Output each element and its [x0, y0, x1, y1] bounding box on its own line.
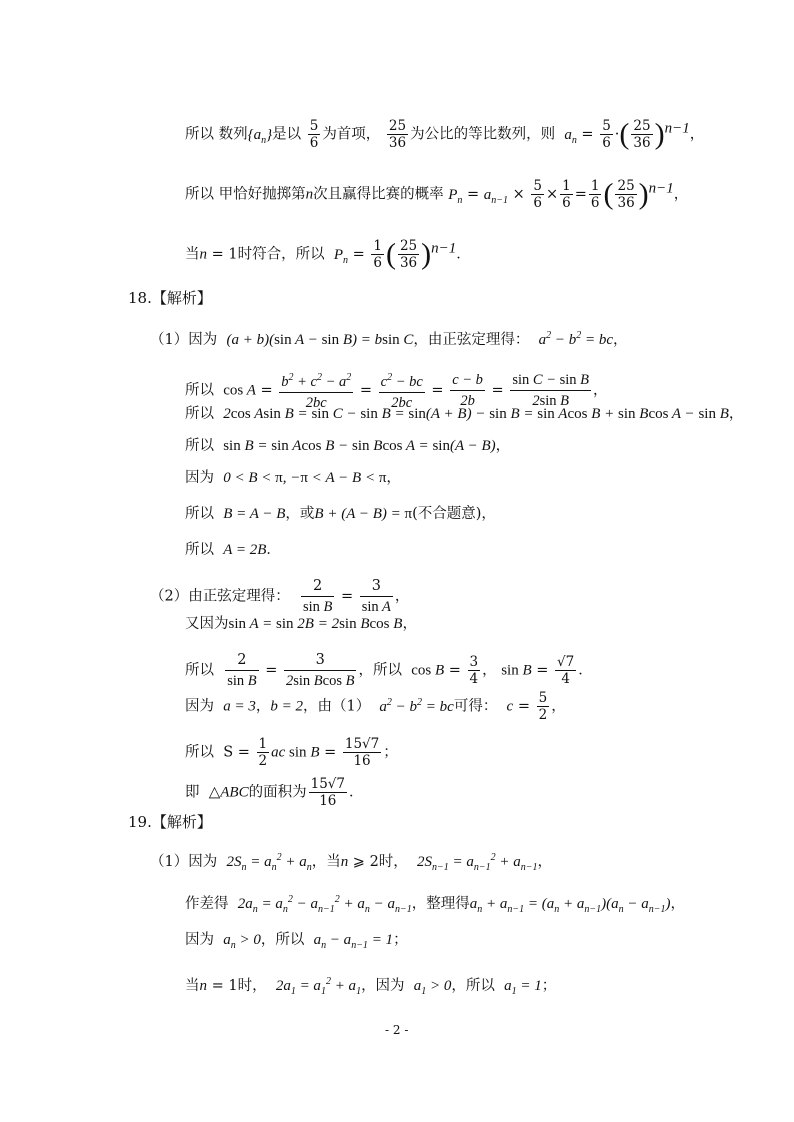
text-p19-1: （1）因为: [150, 854, 218, 870]
text-so: 所以: [185, 406, 214, 422]
line-18-B: 所以 B = A − B，或B + (A − B) = π(不合题意)，: [185, 506, 496, 522]
line-18-cosB: 所以 $\frac{2}{\text{sin B}}$ = $\frac{3}{\text{2sin Bcos B}}$ ，所以 cos B = $\frac{3}{4}$ ， sin B = $\frac{√7}{4}$ ．: [185, 652, 593, 689]
text-so: 所以: [185, 506, 214, 522]
text-diff: 作差得: [185, 896, 229, 912]
text-since: ，因为: [361, 978, 405, 994]
text-so: 所以: [185, 126, 214, 143]
text-also: 又因为: [185, 616, 229, 632]
line-18-range: 因为 0 < B < π, −π < A − B < π，: [185, 470, 401, 486]
text-ji: 即: [185, 784, 200, 801]
text-when: 当: [185, 246, 200, 263]
text-mid2: 为首项，: [322, 126, 381, 143]
line-19-1: （1）因为 $2S_n = a_n^2 + a_n$，当n ⩾ 2时， $2S_{n-1} = a_{n-1}^2 + a_{n-1}$，: [150, 852, 553, 873]
text-arrange: ，整理得: [411, 896, 470, 912]
line-18-1: （1）因为 (a + b)(sin A − sin B) = bsin C，由正弦定理得： $a^2 - b^2$ = bc，: [150, 330, 628, 348]
text-p2: （2）由正弦定理得：: [150, 588, 290, 605]
text-jia: 甲恰好抛掷第: [218, 186, 306, 203]
line-19-n1: 当n = 1时， $2a_1 = a_1^2 + a_1$，因为 $a_1 > 0$，所以 $a_1 = 1$；: [185, 976, 557, 997]
section-18-title: 18.【解析】: [128, 289, 212, 307]
text-so: 所以: [185, 662, 214, 679]
text-when-n1: 时，: [237, 978, 267, 994]
line-19-diff: 作差得 $2a_n = a_n^2 - a_{n-1}^2 + a_n - a_{n-1}$，整理得$a_n + a_{n-1} = (a_n + a_{n-1})(a_n - a_{n-1})$，: [185, 894, 685, 915]
text-not-ok: (不合题意): [412, 506, 482, 522]
text-when2: ，当: [311, 854, 341, 870]
text-so: 所以: [465, 978, 495, 994]
text-by-sine: ，由正弦定理得：: [413, 332, 530, 348]
line-sequence: 所以 数列$\{a_n\}$是以 $\frac{5}{6}$ 为首项， $\frac{25}{36}$ 为公比的等比数列，则 $a_n$ = $\frac{5}{6}$ ·( $\frac{25}{36}$ )$^{n-1}$，: [185, 117, 705, 151]
line-18-A2B: 所以 A = 2B．: [185, 542, 281, 558]
text-area: 的面积为: [248, 784, 307, 801]
line-18-2: （2）由正弦定理得： $\frac{2}{\text{sin B}}$ = $\frac{3}{\text{sin A}}$ ，: [150, 578, 410, 615]
page-number: - 2 -: [385, 1023, 409, 1037]
line-18-c: 因为 a = 3，b = 2，由（1） $a^2 - b^2$ = bc可得： c = $\frac{5}{2}$ ，: [185, 690, 566, 723]
line-n1: 当n = 1时符合，所以 $P_n$ = $\frac{1}{6}$ ( $\frac{25}{36}$ )$^{n-1}$．: [185, 237, 471, 271]
line-18-cosA: 所以 cos A = $\frac{b^2 + c^2 - a^2}{2bc}$ = $\frac{c^2 - bc}{2bc}$ = $\frac{c - b}{2b}$ = $\frac{\text{sin C − sin B}}{\text{2sin B}}$ ，: [185, 368, 607, 413]
text-p1: （1）因为: [150, 332, 218, 348]
text-because: 因为: [185, 470, 214, 486]
text-jia2: 次且赢得比赛的概率: [313, 186, 444, 203]
line-18-sinB: 所以 sin B = sin Acos B − sin Bcos A = sin(A − B)，: [185, 438, 511, 454]
line-19-pos: 因为 $a_n > 0$，所以 $a_n - a_{n-1} = 1$；: [185, 932, 408, 951]
text-when2b: 时，: [378, 854, 408, 870]
line-probability: 所以 甲恰好抛掷第n次且赢得比赛的概率 $P_n = a_{n-1}$ × $\frac{5}{6}$ × $\frac{1}{6}$ = $\frac{1}{6}$ ( $\frac{25}{36}$ )$^{n-1}$，: [185, 177, 689, 211]
text-or: 或: [299, 506, 315, 522]
text-mid3: 为公比的等比数列，则: [410, 126, 556, 143]
text-so: 所以: [275, 932, 305, 948]
text-when: 当: [185, 978, 200, 994]
text-mid: 是以: [272, 126, 302, 143]
text-by1: ，由（1）: [302, 698, 371, 715]
section-19-title: 19.【解析】: [128, 813, 212, 831]
text-so: 所以: [185, 382, 214, 399]
line-18-S: 所以 S = $\frac{1}{2}$ ac sin B = $\frac{15√7}{16}$ ；: [185, 736, 398, 769]
line-18-area: 即 △ABC的面积为 $\frac{15√7}{16}$ ．: [185, 776, 364, 809]
text-get-c: 可得：: [453, 698, 498, 715]
line-18-also: 又因为sin A = sin 2B = 2sin Bcos B，: [185, 616, 417, 632]
text-so: 所以: [185, 438, 214, 454]
text-so: 所以: [185, 744, 214, 761]
line-18-expand: 所以 2cos Asin B = sin C − sin B = sin(A + B) − sin B = sin Acos B + sin Bcos A − sin B，: [185, 406, 744, 422]
text-so: 所以: [185, 542, 214, 558]
text-so-cos: ，所以: [358, 662, 402, 679]
text-seq: 数列: [218, 126, 248, 143]
text-because: 因为: [185, 698, 214, 715]
text-because: 因为: [185, 932, 214, 948]
text-fits: 时符合，所以: [237, 246, 325, 263]
text-so: 所以: [185, 186, 214, 203]
